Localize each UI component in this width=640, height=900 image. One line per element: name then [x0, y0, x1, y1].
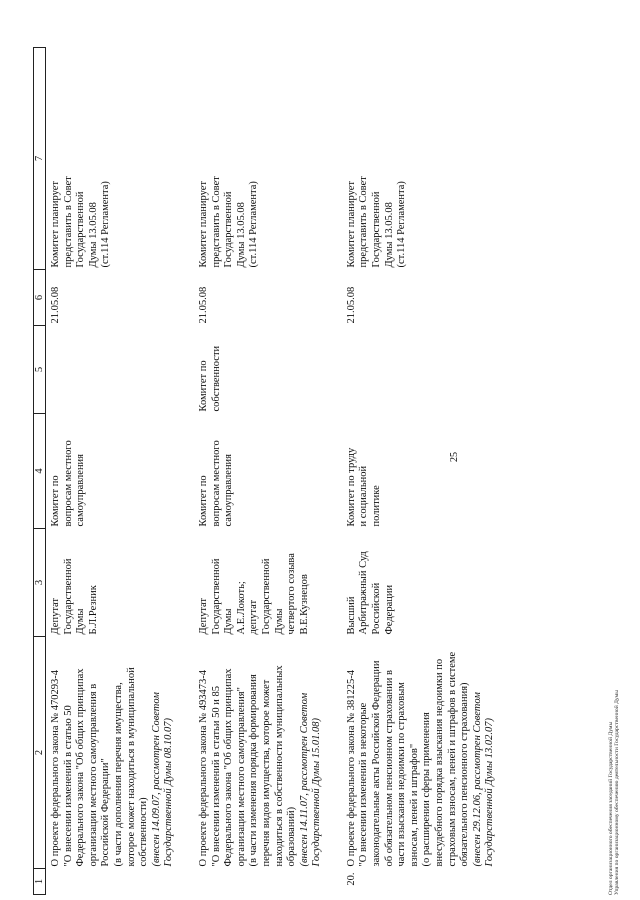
bill-title-line: находиться в собственности муниципальных: [273, 665, 285, 867]
bill-title-line: Федерального закона "Об общих принципах: [223, 668, 235, 867]
plan-note: [194, 48, 342, 270]
bill-title-line: "О внесении изменений в статьи 50 и 85: [210, 686, 222, 867]
author-line: четвертого созыва: [286, 553, 298, 635]
plan-line: Думы 13.05.08: [383, 202, 395, 268]
responsible-committee: [342, 414, 515, 529]
plan-line: (ст.114 Регламента): [396, 181, 408, 268]
committee-line: Комитет по труду: [345, 447, 357, 527]
bill-note-line: Государственной Думы 13.02.07): [484, 718, 496, 867]
footer-line: Управления по организационному обеспечению деятельности Государственной Думы: [614, 690, 621, 895]
bill-description: [194, 637, 342, 869]
co-committee: [46, 326, 194, 414]
author-line: Государственной: [210, 558, 222, 635]
header-row: [34, 48, 46, 895]
bill-author: [194, 529, 342, 637]
author-line: Думы: [75, 608, 87, 635]
agenda-table: [33, 47, 515, 895]
plan-note: [46, 48, 194, 270]
bill-title-line: перечня видов имущества, которое может: [260, 679, 272, 867]
bill-title-line: взносам, пеней и штрафов": [408, 743, 420, 867]
committee-line: Комитет по: [50, 475, 61, 527]
plan-line: представить в Совет: [358, 176, 370, 268]
plan-line: Комитет планирует: [50, 181, 61, 268]
bill-title-line: "О внесении изменений в статью 50: [62, 705, 74, 867]
bill-title-line: Российской Федерации": [100, 758, 112, 867]
author-line: Депутат: [197, 597, 209, 635]
plan-line: Думы 13.05.08: [87, 202, 99, 268]
page-number: 25: [449, 452, 460, 462]
plan-line: Государственной: [371, 191, 383, 268]
bill-title-line: (о расширении сферы применения: [421, 712, 433, 867]
author-line: А.Е.Локоть;: [235, 581, 247, 635]
plan-line: Комитет планирует: [197, 181, 209, 268]
bill-title-line: О проекте федерального закона № 381225-4: [345, 669, 357, 867]
bill-title-line: О проекте федерального закона № 493473-4: [197, 669, 209, 867]
plan-line: (ст.114 Регламента): [248, 181, 260, 268]
committee-line: политике: [371, 485, 383, 527]
committee-line: и социальной: [358, 465, 370, 527]
table-row: [194, 48, 342, 895]
column-header: 7: [34, 48, 46, 270]
bill-title-line: организации местного самоуправления в: [87, 683, 99, 867]
footer-line: Отдел организационного обеспечения заседаний Государственной Думы: [608, 721, 614, 895]
row-number: [46, 869, 194, 895]
bill-note-line: (внесен 14.11.07, рассмотрен Советом: [298, 692, 310, 867]
bill-title-line: (в части изменения порядка формирования: [248, 674, 260, 867]
co-committee: [342, 326, 515, 414]
author-line: Государственной: [260, 558, 272, 635]
bill-title-line: Федерального закона "Об общих принципах: [75, 668, 87, 867]
table-body: [46, 48, 516, 895]
bill-description: [46, 637, 194, 869]
bill-author: [46, 529, 194, 637]
plan-line: Думы 13.05.08: [235, 202, 247, 268]
author-line: Высший: [345, 596, 357, 635]
column-header: 2: [34, 637, 46, 869]
bill-title-line: части взыскания недоимки по страховым: [396, 682, 408, 867]
bill-title-line: организации местного самоуправления": [235, 687, 247, 867]
column-header: 5: [34, 326, 46, 414]
co-committee-line: Комитет по: [197, 360, 209, 412]
author-line: Федерации: [383, 584, 395, 635]
table-row: [342, 48, 515, 895]
author-line: Государственной: [62, 558, 74, 635]
bill-note-line: Государственной Думы 15.01.08): [311, 718, 323, 867]
responsible-committee: [194, 414, 342, 529]
bill-title-line: законодательные акты Российской Федерации: [371, 660, 383, 867]
bill-title-line: страховым взносам, пеней и штрафов в системе: [446, 651, 458, 867]
table-row: [46, 48, 194, 895]
committee-line: вопросам местного: [62, 440, 74, 527]
footer: [608, 690, 621, 895]
column-header: 1: [34, 869, 46, 895]
plan-note: [342, 48, 515, 270]
committee-line: вопросам местного: [210, 440, 222, 527]
plan-line: (ст.114 Регламента): [100, 181, 112, 268]
committee-line: самоуправления: [75, 453, 87, 527]
co-committee-line: собственности: [210, 345, 222, 412]
consideration-date: 21.05.08: [345, 286, 357, 324]
author-line: Думы: [273, 608, 285, 635]
committee-line: Комитет по: [197, 475, 209, 527]
committee-line: самоуправления: [223, 453, 235, 527]
bill-note-line: Государственной Думы 08.10.07): [163, 718, 175, 867]
plan-line: Комитет планирует: [345, 181, 357, 268]
bill-author: [342, 529, 515, 637]
plan-line: представить в Совет: [210, 176, 222, 268]
bill-title-line: "О внесении изменений в некоторые: [358, 702, 370, 867]
co-committee: [194, 326, 342, 414]
bill-title-line: обязательного пенсионного страхования): [459, 682, 471, 867]
bill-title-line: (в части дополнения перечня имущества,: [112, 682, 124, 867]
responsible-committee: [46, 414, 194, 529]
author-line: В.Е.Кузнецов: [298, 574, 310, 635]
author-line: Российской: [371, 582, 383, 635]
plan-line: Государственной: [75, 191, 87, 268]
bill-title-line: которое может находиться в муниципальной: [125, 667, 137, 867]
bill-note-line: (внесен 29.12.06, рассмотрен Советом: [471, 692, 483, 867]
column-header: 6: [34, 270, 46, 326]
author-line: Думы: [223, 608, 235, 635]
consideration-date: 21.05.08: [50, 286, 61, 324]
row-number: [194, 869, 342, 895]
column-header: 4: [34, 414, 46, 529]
bill-note-line: (внесен 14.09.07, рассмотрен Советом: [150, 692, 162, 867]
author-line: Арбитражный Суд: [358, 551, 370, 635]
consideration-date: 21.05.08: [197, 286, 209, 324]
bill-description: [342, 637, 515, 869]
author-line: депутат: [248, 599, 260, 635]
bill-title-line: внесудебного порядка взыскания недоимки по: [434, 658, 446, 867]
column-header: 3: [34, 529, 46, 637]
bill-title-line: об обязательном пенсионном страховании в: [383, 670, 395, 867]
plan-line: Государственной: [223, 191, 235, 268]
row-number: 20.: [345, 872, 357, 886]
author-line: Б.Л.Резник: [87, 585, 99, 635]
bill-title-line: собственности): [138, 797, 150, 867]
bill-title-line: образований): [286, 806, 298, 867]
author-line: Депутат: [50, 597, 61, 635]
bill-title-line: О проекте федерального закона № 470293-4: [50, 669, 61, 867]
plan-line: представить в Совет: [62, 176, 74, 268]
